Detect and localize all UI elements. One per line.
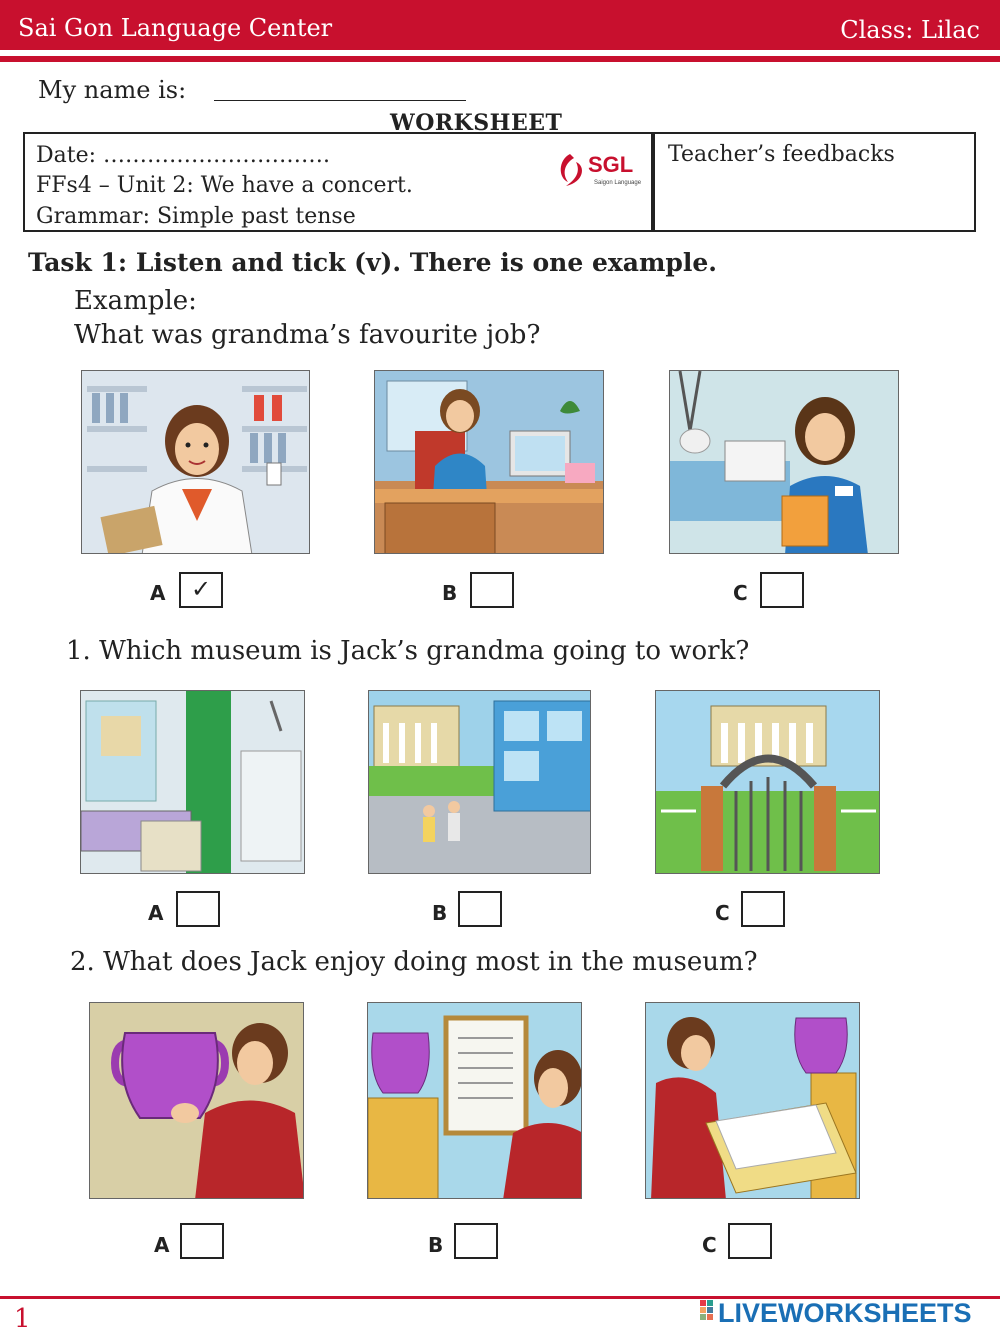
feedback-label: Teacher’s feedbacks [668, 142, 895, 167]
option-letter: A [150, 581, 166, 605]
tick-box-q1-b[interactable] [458, 891, 502, 927]
looking-at-poster-picture [367, 1002, 582, 1199]
center-name: Sai Gon Language Center [18, 14, 333, 42]
tick-box-example-a[interactable]: ✓ [179, 572, 223, 608]
tick-box-q1-a[interactable] [176, 891, 220, 927]
date-line: Date: …………………………. [36, 143, 331, 168]
tick-box-q2-c[interactable] [728, 1223, 772, 1259]
drawing-picture [645, 1002, 860, 1199]
example-label: Example: [74, 286, 197, 316]
holding-vase-picture [89, 1002, 304, 1199]
header-divider [0, 56, 1000, 62]
question-1: 1. Which museum is Jack’s grandma going to work? [66, 636, 750, 666]
header-bar [0, 0, 1000, 50]
school-street-picture [368, 690, 591, 874]
tick-box-example-b[interactable] [470, 572, 514, 608]
name-input-line[interactable] [214, 100, 466, 101]
sgl-logo [556, 148, 652, 190]
grammar-line: Grammar: Simple past tense [36, 204, 356, 229]
park-gate-picture [655, 690, 880, 874]
tick-box-q1-c[interactable] [741, 891, 785, 927]
option-letter: C [715, 901, 730, 925]
option-letter: C [702, 1233, 717, 1257]
hospital-room-picture [80, 690, 305, 874]
nurse-picture [669, 370, 899, 554]
liveworksheets-logo [700, 1294, 996, 1330]
question-2: 2. What does Jack enjoy doing most in the museum? [70, 947, 758, 977]
page-number: 1 [14, 1304, 31, 1334]
option-letter: A [154, 1233, 170, 1257]
unit-line: FFs4 – Unit 2: We have a concert. [36, 173, 413, 198]
option-letter: B [442, 581, 458, 605]
logo-text: SGL [588, 152, 634, 177]
example-question: What was grandma’s favourite job? [74, 320, 541, 350]
option-letter: C [733, 581, 748, 605]
worksheet-title: WORKSHEET [390, 110, 563, 136]
option-letter: B [432, 901, 448, 925]
logo-subtext: Saigon Language [594, 180, 642, 186]
brand-text: LIVEWORKSHEETS [718, 1298, 972, 1328]
office-worker-picture [374, 370, 604, 554]
name-label: My name is: [38, 76, 187, 104]
class-label: Class: Lilac [840, 16, 980, 44]
tick-box-q2-b[interactable] [454, 1223, 498, 1259]
tick-box-q2-a[interactable] [180, 1223, 224, 1259]
option-letter: A [148, 901, 164, 925]
pharmacist-picture [81, 370, 310, 554]
tick-box-example-c[interactable] [760, 572, 804, 608]
option-letter: B [428, 1233, 444, 1257]
task-title: Task 1: Listen and tick (v). There is one example. [28, 248, 718, 277]
